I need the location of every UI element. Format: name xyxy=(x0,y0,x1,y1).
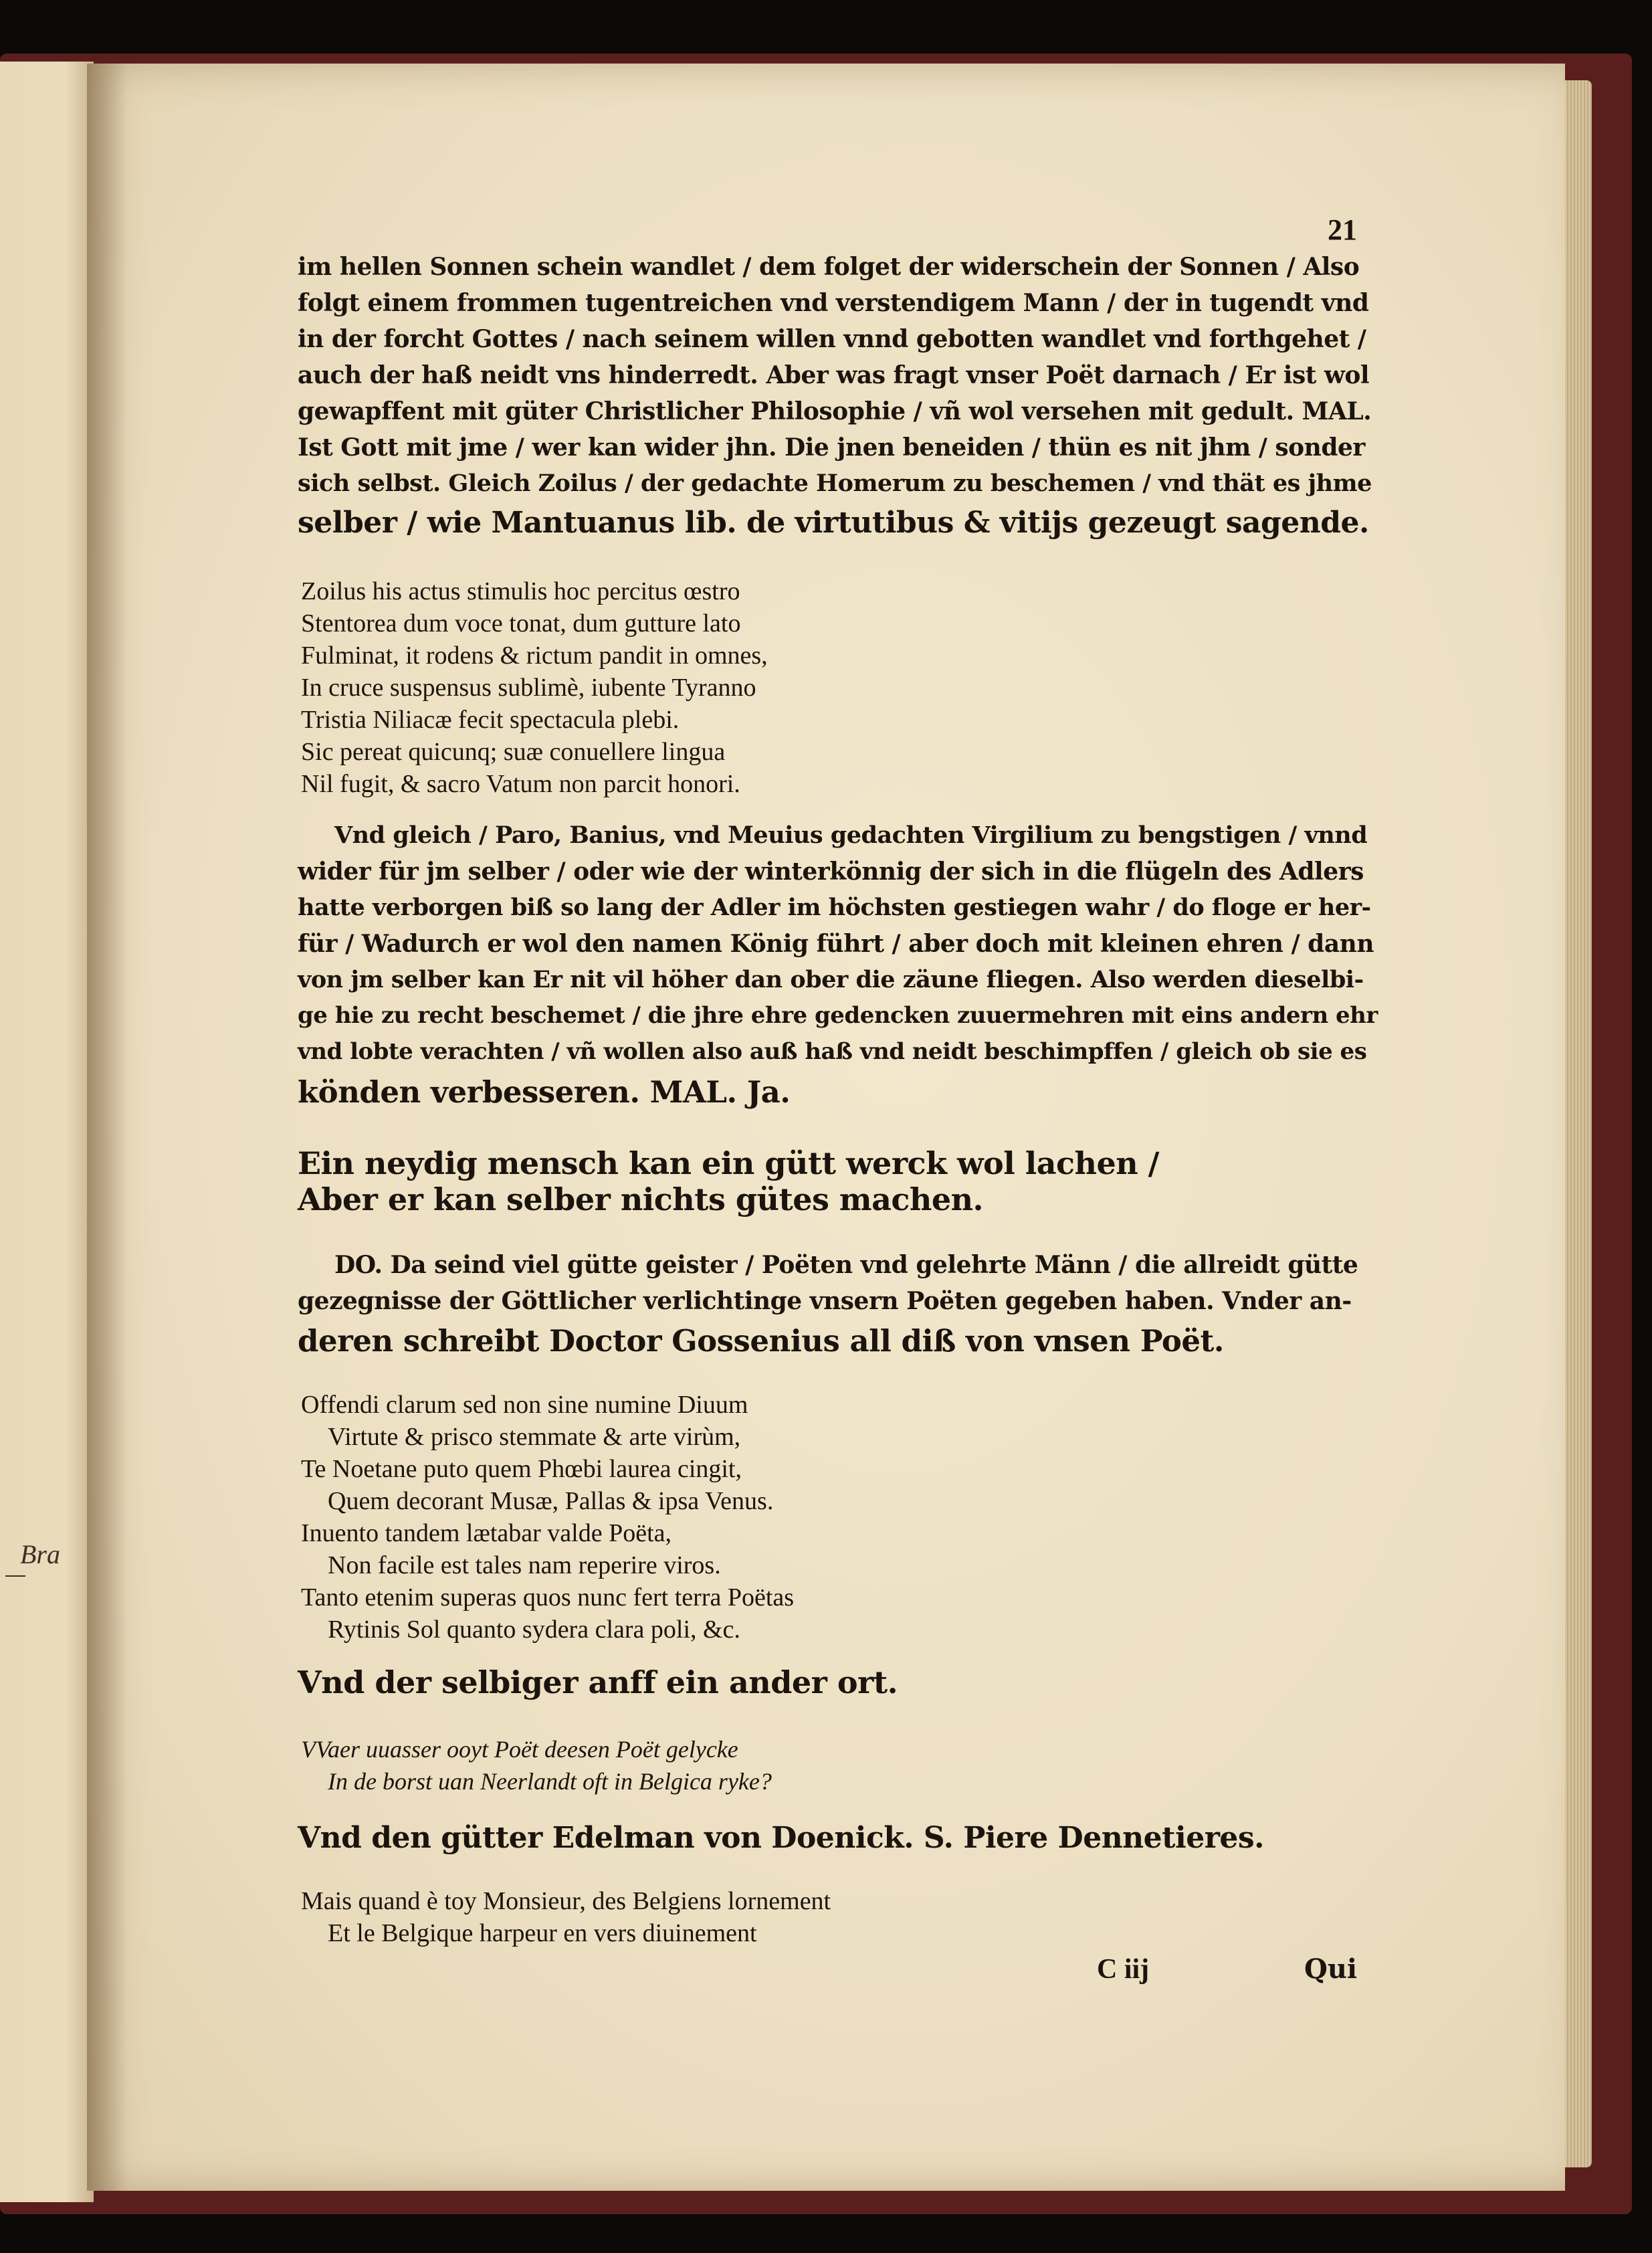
verse-line: Fulminat, it rodens & rictum pandit in omnes, xyxy=(301,642,768,670)
verse-line: Te Noetane puto quem Phœbi laurea cingit, xyxy=(301,1455,742,1483)
text-line: in der forcht Gottes / nach seinem willen vnnd gebotten wandlet vnd forthgehet / xyxy=(298,325,1366,353)
verse-line: Mais quand è toy Monsieur, des Belgiens lornement xyxy=(301,1887,831,1915)
verse-line: In cruce suspensus sublimè, iubente Tyranno xyxy=(301,674,756,702)
verse-line: VVaer uuasser ooyt Poët deesen Poët gelycke xyxy=(301,1736,738,1763)
text-line: für / Wadurch er wol den namen König führt / aber doch mit kleinen ehren / dann xyxy=(298,930,1374,958)
text-line: könden verbesseren. MAL. Ja. xyxy=(298,1074,791,1110)
text-line: Vnd den gütter Edelman von Doenick. S. Piere Dennetieres. xyxy=(298,1821,1264,1855)
page-number: 21 xyxy=(1328,213,1357,246)
verse-line: Rytinis Sol quanto sydera clara poli, &c. xyxy=(328,1615,740,1644)
catchword: Qui xyxy=(1304,1953,1358,1985)
text-line: sich selbst. Gleich Zoilus / der gedachte Homerum zu beschemen / vnd thät es jhme xyxy=(298,470,1372,497)
facing-page xyxy=(0,62,94,2202)
text-line: vnd lobte verachten / vñ wollen also auß haß vnd neidt beschimpffen / gleich ob sie es xyxy=(298,1038,1367,1065)
text-line: Vnd gleich / Paro, Banius, vnd Meuius gedachten Virgilium zu bengstigen / vnnd xyxy=(334,821,1368,849)
text-line: im hellen Sonnen schein wandlet / dem folget der widerschein der Sonnen / Also xyxy=(298,253,1360,281)
text-line: von jm selber kan Er nit vil höher dan ober die zäune fliegen. Also werden dieselbi- xyxy=(298,966,1364,993)
verse-line: Et le Belgique harpeur en vers diuinement xyxy=(328,1919,757,1947)
verse-line: Offendi clarum sed non sine numine Diuum xyxy=(301,1391,748,1419)
text-line: Ist Gott mit jme / wer kan wider jhn. Die jnen beneiden / thün es nit jhm / sonder xyxy=(298,433,1365,462)
text-line: Aber er kan selber nichts gütes machen. xyxy=(298,1181,984,1217)
verse-line: Virtute & prisco stemmate & arte virùm, xyxy=(328,1423,741,1451)
text-line: DO. Da seind viel gütte geister / Poëten vnd gelehrte Männ / die allreidt gütte xyxy=(334,1251,1358,1279)
text-line: deren schreibt Doctor Gossenius all diß von vnsen Poët. xyxy=(298,1323,1224,1359)
verse-line: Zoilus his actus stimulis hoc percitus œstro xyxy=(301,577,740,605)
verse-line: Sic pereat quicunq; suæ conuellere lingua xyxy=(301,738,726,766)
gutter-shadow xyxy=(87,64,127,2191)
text-line: gewapffent mit güter Christlicher Philosophie / vñ wol versehen mit gedult. MAL. xyxy=(298,397,1372,425)
verse-line: Tanto etenim superas quos nunc fert terra Poëtas xyxy=(301,1583,795,1611)
verse-line: Inuento tandem lætabar valde Poëta, xyxy=(301,1519,672,1547)
text-line: gezegnisse der Göttlicher verlichtinge vnsern Poëten gegeben haben. Vnder an- xyxy=(298,1287,1352,1315)
text-line: folgt einem frommen tugentreichen vnd verstendigem Mann / der in tugendt vnd xyxy=(298,289,1369,317)
text-line: hatte verborgen biß so lang der Adler im höchsten gestiegen wahr / do floge er her- xyxy=(298,894,1371,921)
text-line: ge hie zu recht beschemet / die jhre ehre gedencken zuuermehren mit eins andern ehr xyxy=(298,1002,1378,1029)
text-line: Vnd der selbiger anff ein ander ort. xyxy=(298,1664,898,1700)
verse-line: Quem decorant Musæ, Pallas & ipsa Venus. xyxy=(328,1487,774,1515)
margin-mark xyxy=(5,1575,25,1577)
verse-line: Tristia Niliacæ fecit spectacula plebi. xyxy=(301,706,680,734)
text-line: selber / wie Mantuanus lib. de virtutibus & vitijs gezeugt sagende. xyxy=(298,506,1369,540)
signature-mark: C iij xyxy=(1097,1954,1150,1985)
text-line: auch der haß neidt vns hinderredt. Aber was fragt vnser Poët darnach / Er ist wol xyxy=(298,361,1370,389)
verse-line: Stentorea dum voce tonat, dum gutture lato xyxy=(301,609,741,638)
verse-line: Non facile est tales nam reperire viros. xyxy=(328,1551,721,1579)
margin-note: Bra xyxy=(20,1539,60,1569)
text-line: wider für jm selber / oder wie der winterkönnig der sich in die flügeln des Adlers xyxy=(298,858,1364,886)
verse-line: In de borst uan Neerlandt oft in Belgica ryke? xyxy=(328,1768,772,1795)
text-line: Ein neydig mensch kan ein gütt werck wol lachen / xyxy=(298,1145,1159,1181)
verse-line: Nil fugit, & sacro Vatum non parcit honori. xyxy=(301,770,740,798)
